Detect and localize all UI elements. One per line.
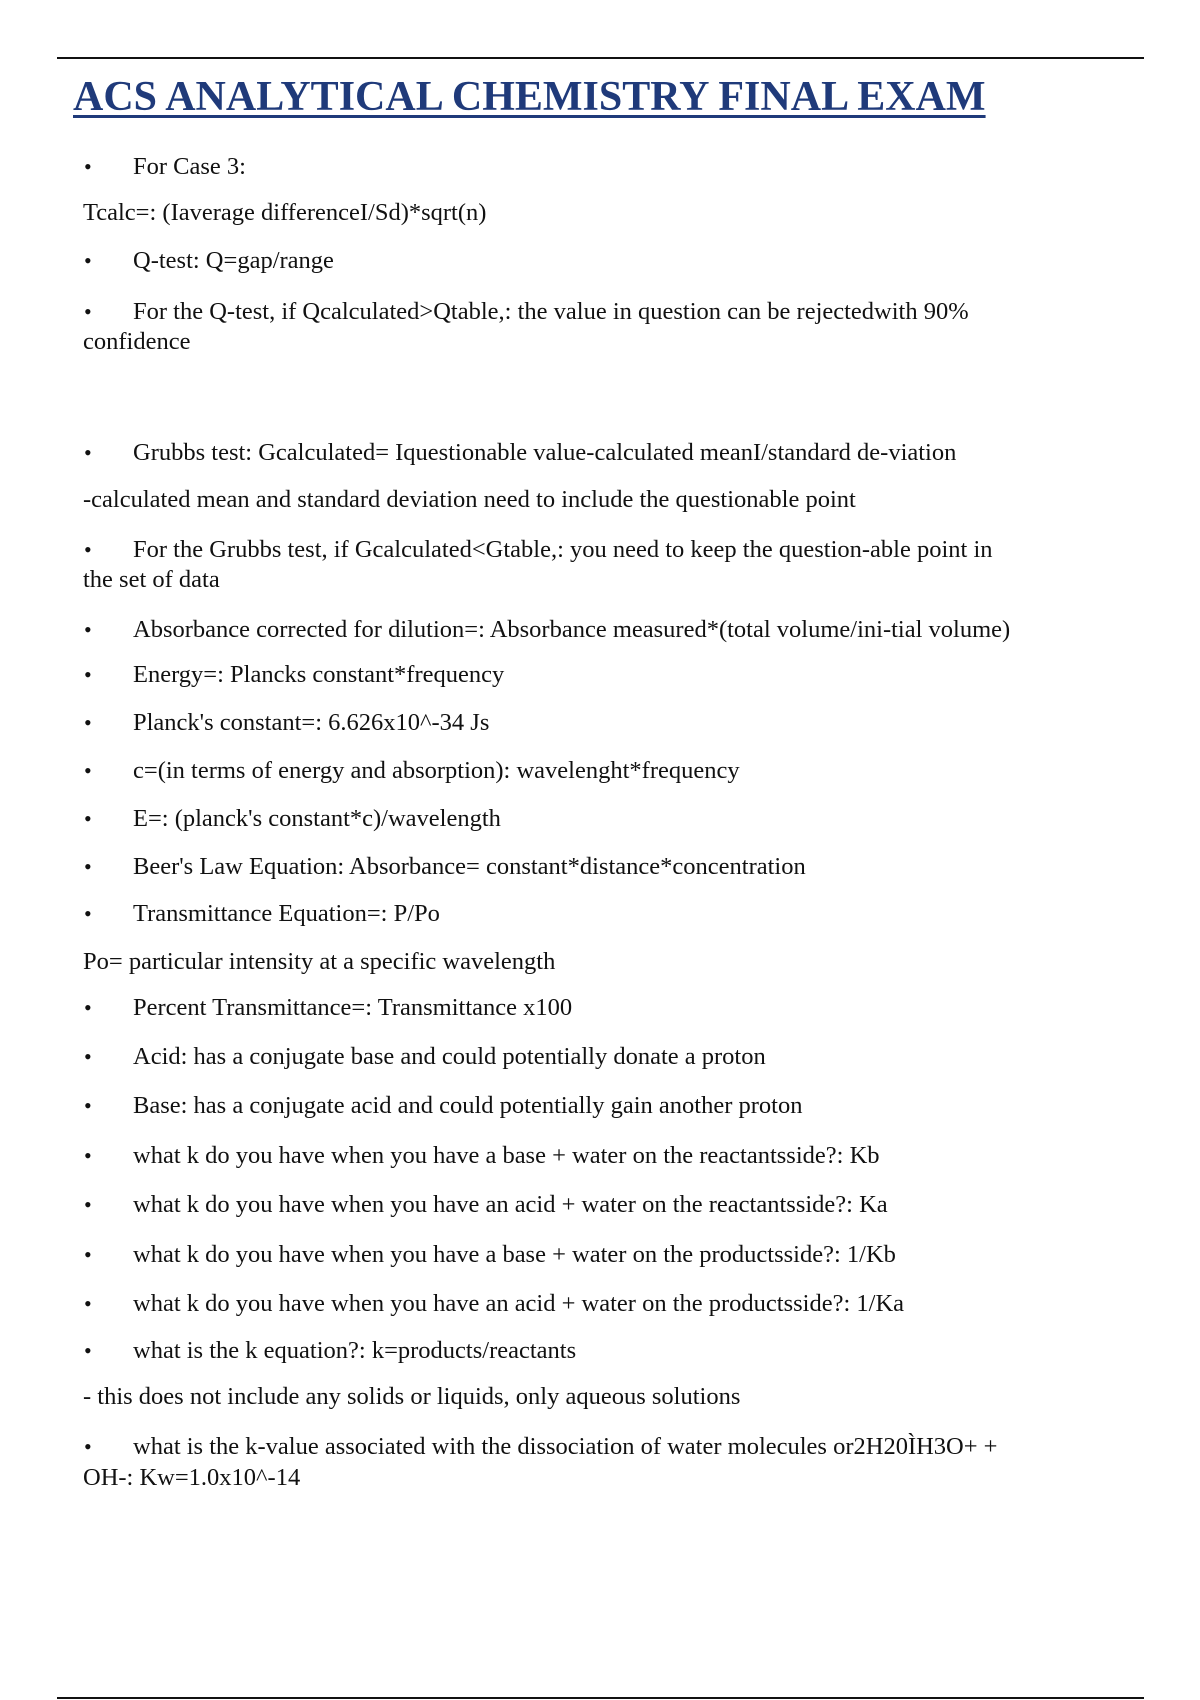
bullet-icon: • (84, 1291, 92, 1316)
bullet-icon: • (84, 1143, 92, 1168)
bullet-icon: • (84, 710, 92, 735)
list-item: Beer's Law Equation: Absorbance= constant*distance*concentration (133, 853, 806, 880)
bullet-icon: • (84, 440, 92, 465)
bullet-icon: • (84, 1192, 92, 1217)
list-item-continuation: confidence (83, 328, 191, 355)
bullet-icon: • (84, 806, 92, 831)
bullet-icon: • (84, 1434, 92, 1459)
list-item-continuation: the set of data (83, 566, 220, 593)
list-item: what k do you have when you have a base + water on the productsside?: 1/Kb (133, 1241, 896, 1268)
bullet-icon: • (84, 1093, 92, 1118)
list-item: Base: has a conjugate acid and could potentially gain another proton (133, 1092, 803, 1119)
list-item: Transmittance Equation=: P/Po (133, 900, 440, 927)
list-item-continuation: OH-: Kw=1.0x10^-14 (83, 1464, 301, 1491)
bottom-rule (57, 1697, 1144, 1699)
note-line: - this does not include any solids or liquids, only aqueous solutions (83, 1383, 741, 1410)
list-item: what k do you have when you have an acid + water on the reactantsside?: Ka (133, 1191, 888, 1218)
list-item: what is the k equation?: k=products/reactants (133, 1337, 577, 1364)
bullet-icon: • (84, 854, 92, 879)
list-item: Planck's constant=: 6.626x10^-34 Js (133, 709, 490, 736)
bullet-icon: • (84, 299, 92, 324)
list-item: E=: (planck's constant*c)/wavelength (133, 805, 501, 832)
list-item: For Case 3: (133, 153, 246, 180)
bullet-icon: • (84, 154, 92, 179)
list-item: c=(in terms of energy and absorption): wavelenght*frequency (133, 757, 740, 784)
bullet-icon: • (84, 901, 92, 926)
list-item: Absorbance corrected for dilution=: Absorbance measured*(total volume/ini-tial volume) (133, 616, 1011, 643)
bullet-icon: • (84, 662, 92, 687)
bullet-icon: • (84, 1338, 92, 1363)
list-item: Percent Transmittance=: Transmittance x100 (133, 994, 573, 1021)
bullet-icon: • (84, 537, 92, 562)
formula-line: Tcalc=: (Iaverage differenceI/Sd)*sqrt(n) (83, 199, 487, 226)
list-item: Grubbs test: Gcalculated= Iquestionable value-calculated meanI/standard de-viation (133, 439, 957, 466)
list-item: Energy=: Plancks constant*frequency (133, 661, 505, 688)
list-item: what is the k-value associated with the dissociation of water molecules or2H20ÌH3O+ + (133, 1433, 998, 1460)
top-rule (57, 57, 1144, 59)
bullet-icon: • (84, 248, 92, 273)
bullet-icon: • (84, 758, 92, 783)
note-line: -calculated mean and standard deviation need to include the questionable point (83, 486, 856, 513)
bullet-icon: • (84, 617, 92, 642)
bullet-icon: • (84, 995, 92, 1020)
bullet-icon: • (84, 1044, 92, 1069)
list-item: For the Grubbs test, if Gcalculated<Gtable,: you need to keep the question-able point in (133, 536, 993, 563)
list-item: Q-test: Q=gap/range (133, 247, 334, 274)
list-item: Acid: has a conjugate base and could potentially donate a proton (133, 1043, 766, 1070)
note-line: Po= particular intensity at a specific wavelength (83, 948, 556, 975)
bullet-icon: • (84, 1242, 92, 1267)
list-item: For the Q-test, if Qcalculated>Qtable,: the value in question can be rejectedwith 90% (133, 298, 969, 325)
list-item: what k do you have when you have an acid + water on the productsside?: 1/Ka (133, 1290, 905, 1317)
list-item: what k do you have when you have a base + water on the reactantsside?: Kb (133, 1142, 880, 1169)
page-title: ACS ANALYTICAL CHEMISTRY FINAL EXAM (73, 74, 986, 120)
